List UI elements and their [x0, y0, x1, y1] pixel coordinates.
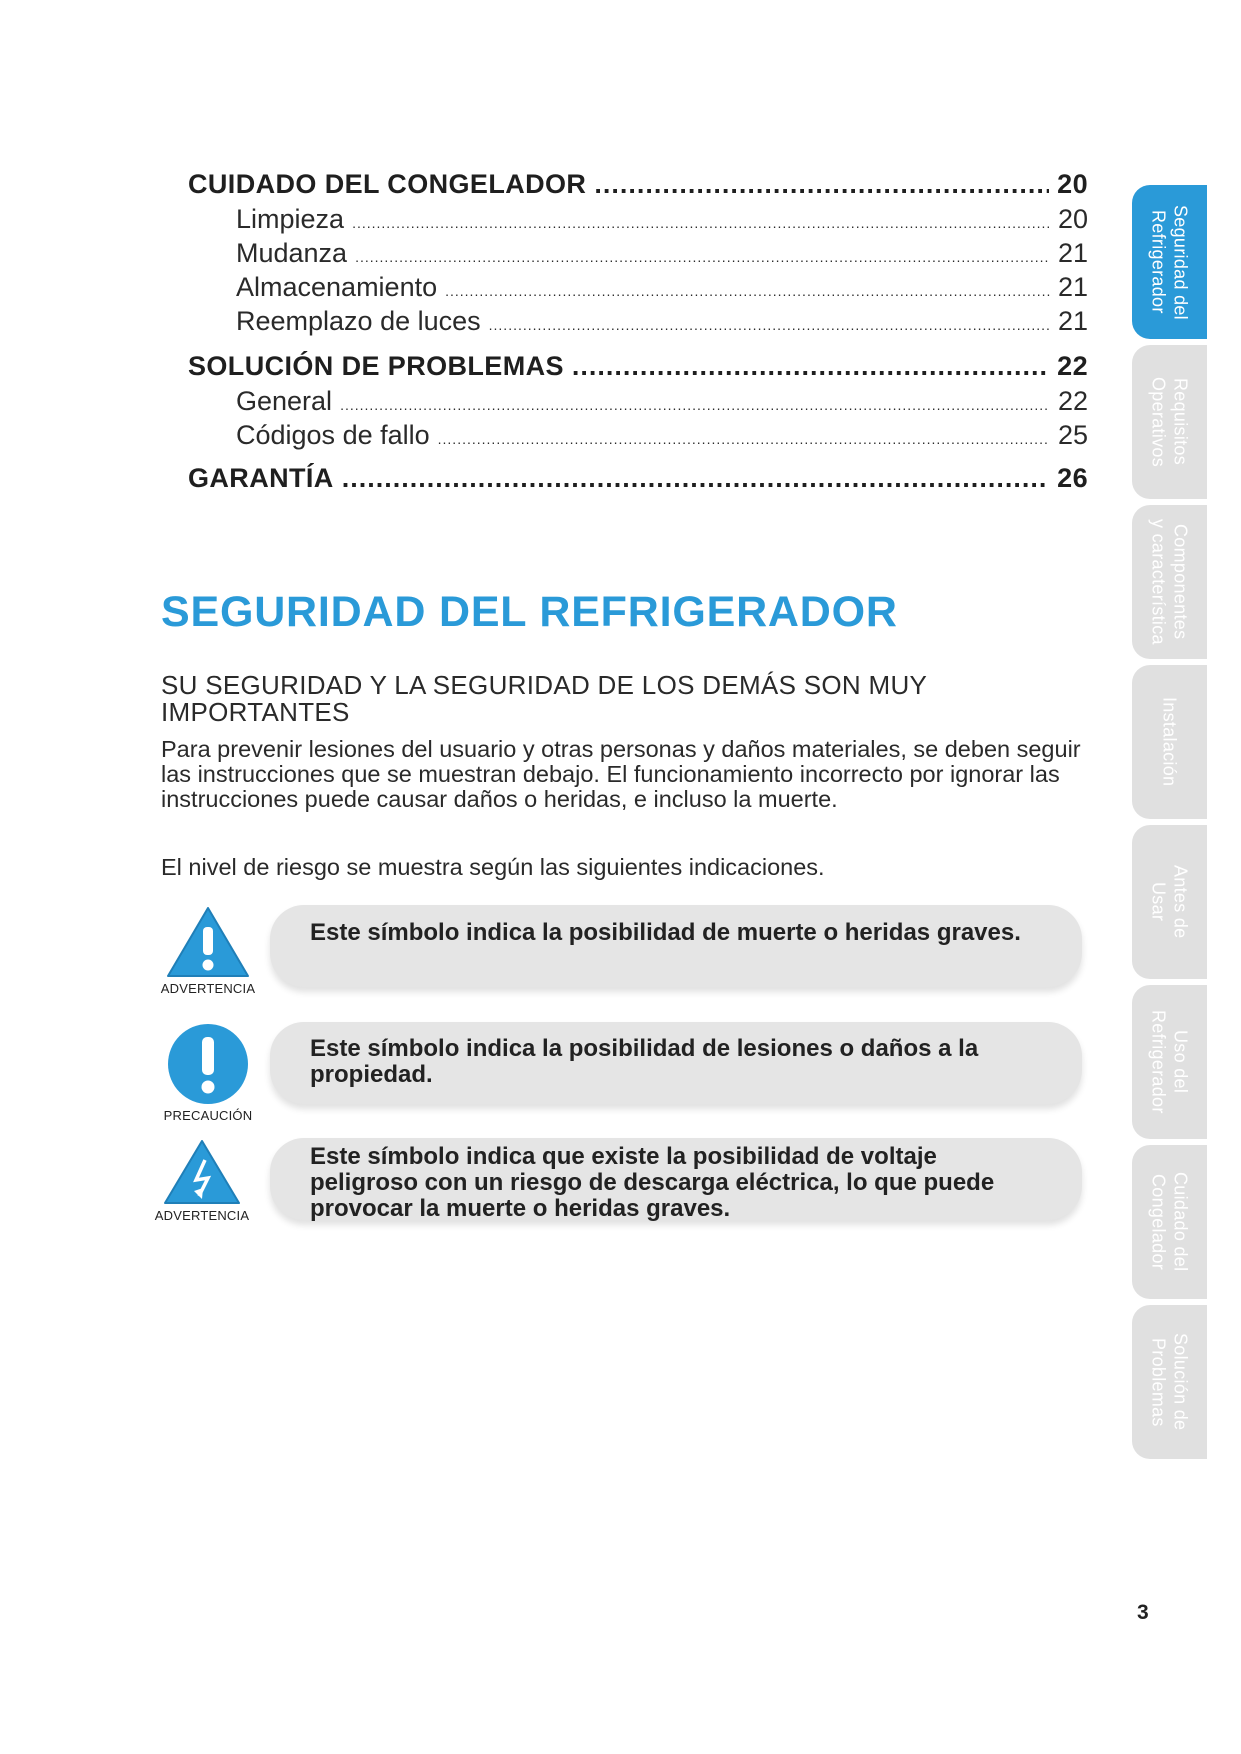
- toc-entry-reemplazo-de-luces[interactable]: Reemplazo de luces ..... 21: [188, 304, 1088, 338]
- intro-paragraph: Para prevenir lesiones del usuario y otras personas y daños materiales, se deben seguir las instrucciones que se muestran debajo. El funcionamiento incorrecto por ignorar las instrucciones puede causar daños o heridas, e incluso la muerte.: [161, 736, 1081, 812]
- risk-level-paragraph: El nivel de riesgo se muestra según las siguientes indicaciones.: [161, 854, 825, 880]
- symbol-caption: ADVERTENCIA: [154, 1208, 250, 1223]
- toc-entry-almacenamiento[interactable]: Almacenamiento ..... 21: [188, 270, 1088, 304]
- section-subtitle: SU SEGURIDAD Y LA SEGURIDAD DE LOS DEMÁS SON MUY IMPORTANTES: [161, 670, 927, 727]
- toc-entry-general[interactable]: General ..... 22: [188, 384, 1088, 418]
- electric-warning-triangle-icon: [162, 1138, 242, 1206]
- tab-cuidado-del-congelador[interactable]: Cuidado del Congelador: [1132, 1145, 1207, 1299]
- symbol-description: Este símbolo indica la posibilidad de lesiones o daños a la propiedad.: [270, 1022, 1082, 1104]
- section-title: SEGURIDAD DEL REFRIGERADOR: [161, 588, 898, 636]
- tab-solucion-de-problemas[interactable]: Solución de Problemas: [1132, 1305, 1207, 1459]
- tab-componentes[interactable]: Componentes y característica: [1132, 505, 1207, 659]
- symbol-description: Este símbolo indica que existe la posibilidad de voltaje peligroso con un riesgo de descarga eléctrica, lo que puede provocar la muerte o heridas graves.: [270, 1138, 1082, 1220]
- toc-entry-garantia[interactable]: GARANTÍA ..... 26: [188, 460, 1088, 496]
- tab-antes-de-usar[interactable]: Antes de Usar: [1132, 825, 1207, 979]
- caution-circle-icon: [166, 1022, 250, 1106]
- symbol-icon-block: [152, 1138, 252, 1223]
- toc-entry-mudanza[interactable]: Mudanza ..... 21: [188, 236, 1088, 270]
- symbol-icon-block: [158, 1022, 258, 1123]
- warning-triangle-icon: [165, 905, 251, 979]
- page-number: 3: [1137, 1601, 1149, 1624]
- symbol-icon-block: [158, 905, 258, 996]
- side-navigation-tabs: [1132, 185, 1207, 1465]
- symbol-caption: PRECAUCIÓN: [163, 1108, 253, 1123]
- symbol-caption: ADVERTENCIA: [160, 981, 256, 996]
- table-of-contents: [188, 166, 1088, 496]
- tab-requisitos-operativos[interactable]: Requisitos Operativos: [1132, 345, 1207, 499]
- tab-instalacion[interactable]: Instalación: [1132, 665, 1207, 819]
- toc-entry-limpieza[interactable]: Limpieza ..... 20: [188, 202, 1088, 236]
- tab-seguridad-del-refrigerador[interactable]: Seguridad del Refrigerador: [1132, 185, 1207, 339]
- toc-entry-codigos-de-fallo[interactable]: Códigos de fallo ..... 25: [188, 418, 1088, 452]
- toc-entry-cuidado-del-congelador[interactable]: CUIDADO DEL CONGELADOR ..... 20: [188, 166, 1088, 202]
- toc-entry-solucion-de-problemas[interactable]: SOLUCIÓN DE PROBLEMAS ..... 22: [188, 348, 1088, 384]
- symbol-description: Este símbolo indica la posibilidad de muerte o heridas graves.: [270, 905, 1082, 987]
- tab-uso-del-refrigerador[interactable]: Uso del Refrigerador: [1132, 985, 1207, 1139]
